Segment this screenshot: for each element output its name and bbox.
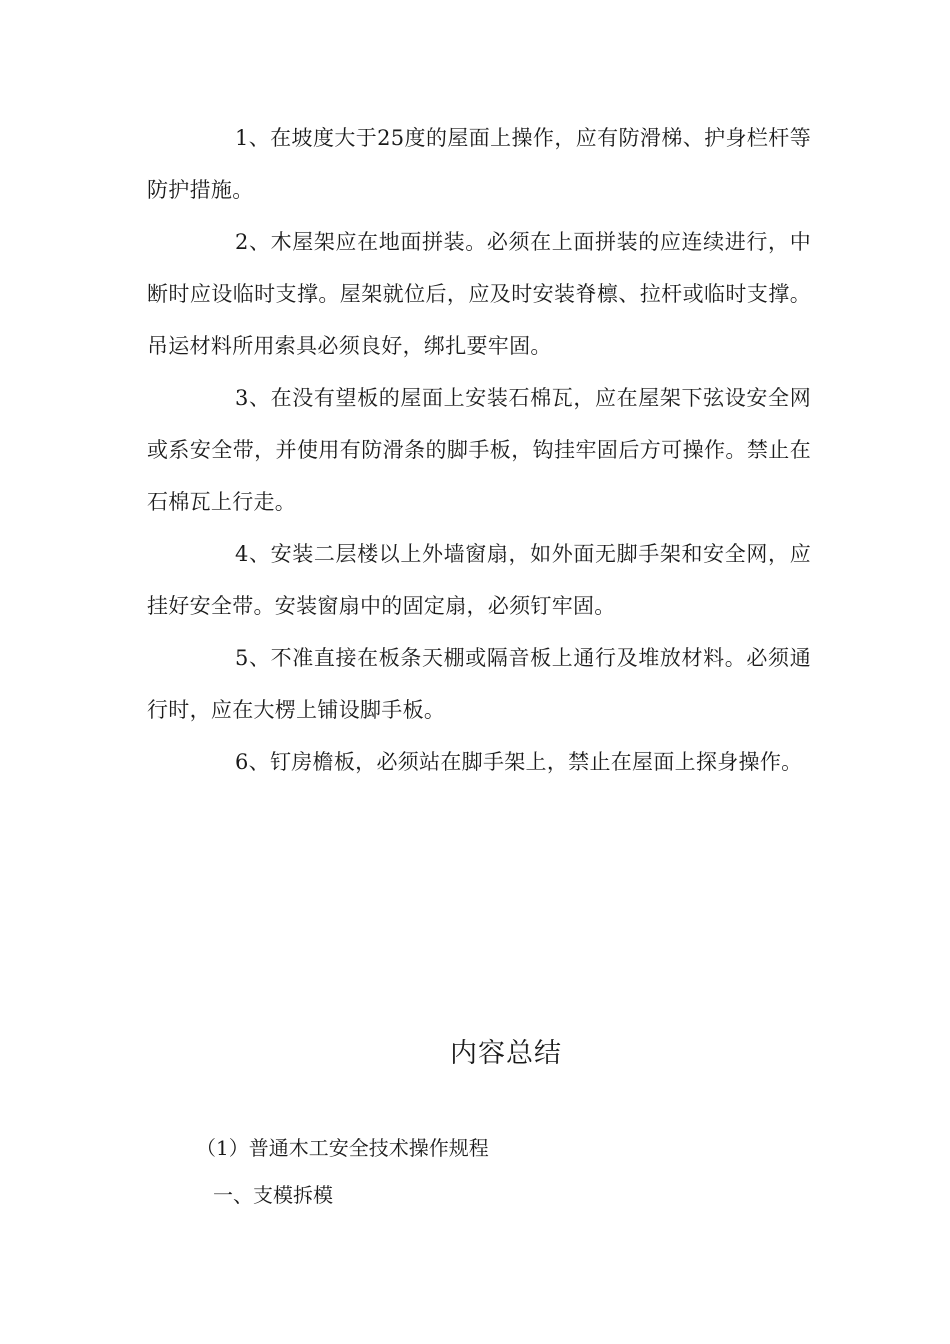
rule-paragraph-6: 6、钉房檐板，必须站在脚手架上，禁止在屋面上探身操作。 [235,750,803,774]
rule-paragraph-5: 5、不准直接在板条天棚或隔音板上通行及堆放材料。必须通行时，应在大楞上铺设脚手板。 [147,646,811,722]
summary-item-safety-rules: （1）普通木工安全技术操作规程 [196,1136,489,1160]
rule-paragraph-3: 3、在没有望板的屋面上安装石棉瓦，应在屋架下弦设安全网或系安全带，并使用有防滑条的脚手板，钩挂牢固后方可操作。禁止在石棉瓦上行走。 [147,386,811,514]
rules-body [147,112,811,788]
rule-paragraph-1: 1、在坡度大于25度的屋面上操作，应有防滑梯、护身栏杆等防护措施。 [147,126,811,202]
summary-heading: 内容总结 [450,1038,562,1069]
summary-item-formwork: 一、支模拆模 [213,1183,333,1207]
rule-paragraph-2: 2、木屋架应在地面拼装。必须在上面拼装的应连续进行，中断时应设临时支撑。屋架就位后，应及时安装脊檩、拉杆或临时支撑。吊运材料所用索具必须良好，绑扎要牢固。 [147,230,811,358]
rule-paragraph-4: 4、安装二层楼以上外墙窗扇，如外面无脚手架和安全网，应挂好安全带。安装窗扇中的固定扇，必须钉牢固。 [147,542,811,618]
